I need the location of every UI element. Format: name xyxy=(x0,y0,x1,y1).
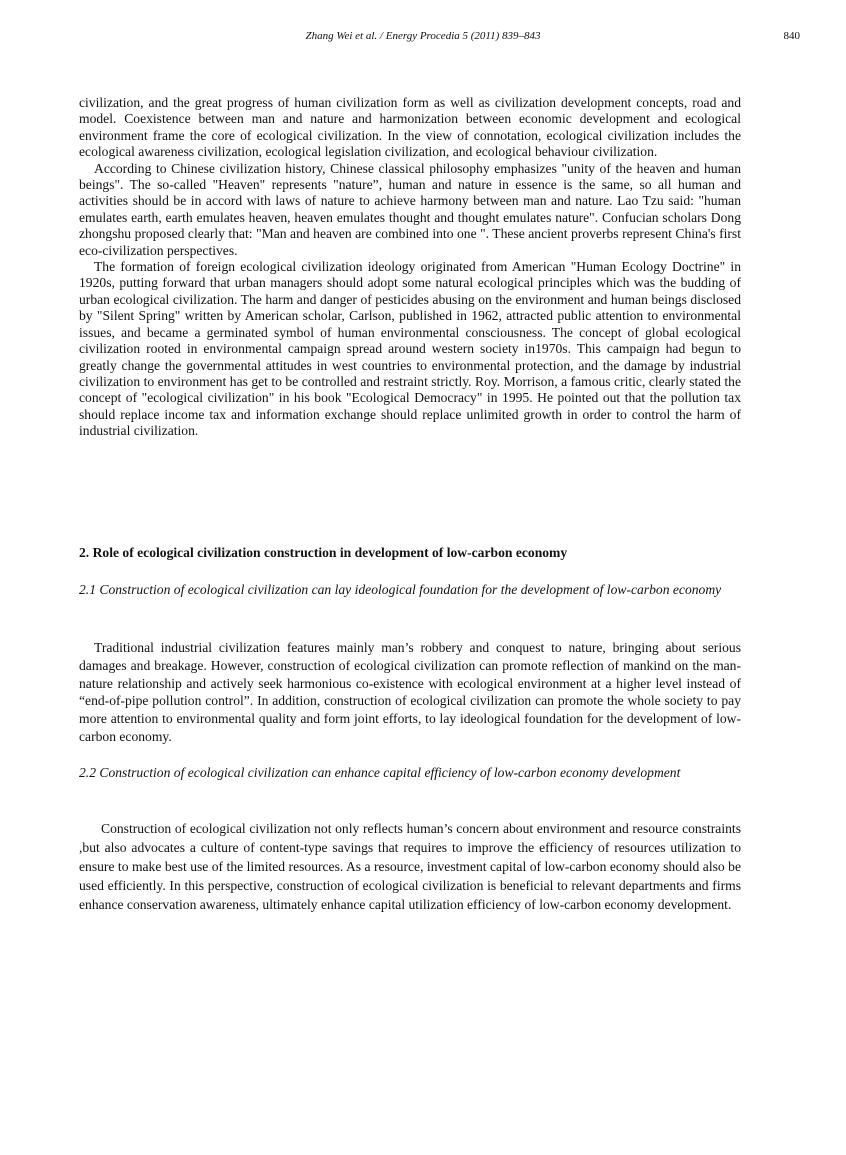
paragraph: civilization, and the great progress of human civilization form as well as civilization development concepts, road and model. Coexistence between man and nature and harmonization between economic development and ecological environment frame the core of ecological civilization. In the view of connotation, ecological civilization includes the ecological awareness civilization, ecological legislation civilization, and ecological behaviour civilization. xyxy=(79,95,741,160)
subsection-heading: 2.2 Construction of ecological civilization can enhance capital efficiency of low-carbon economy development xyxy=(79,765,681,780)
intro-section xyxy=(79,95,741,440)
section-heading: 2. Role of ecological civilization construction in development of low-carbon economy xyxy=(79,545,568,560)
paragraph: Construction of ecological civilization not only reflects human’s concern about environment and resource constraints ,but also advocates a culture of content-type savings that requires to improve the efficiency of resources utilization to ensure to make best use of the limited resources. As a resource, investment capital of low-carbon economy should also be used efficiently. In this perspective, construction of ecological civilization is beneficial to relevant departments and firms enhance conservation awareness, ultimately enhance capital utilization efficiency of low-carbon economy development. xyxy=(79,821,741,912)
subsection-heading: 2.1 Construction of ecological civilization can lay ideological foundation for the development of low-carbon economy xyxy=(79,582,722,597)
paragraph: According to Chinese civilization history, Chinese classical philosophy emphasizes "unity of the heaven and human beings". The so-called "Heaven" represents "nature”, human and nature in essence is the same, so all human and activities should be in accord with laws of nature to achieve harmony between man and nature. Lao Tzu said: "human emulates earth, earth emulates heaven, heaven emulates thought and thought emulates nature". Confucian scholars Dong zhongshu proposed clearly that: "Man and heaven are combined into one ". These ancient proverbs represent China's first eco-civilization perspectives. xyxy=(79,160,741,258)
running-header: Zhang Wei et al. / Energy Procedia 5 (2011) 839–843 xyxy=(305,30,541,42)
paragraph: Traditional industrial civilization features mainly man’s robbery and conquest to nature, bringing about serious damages and breakage. However, construction of ecological civilization can promote reflection of mankind on the man-nature relationship and actively seek harmonious co-existence with ecological environment at a higher level instead of “end-of-pipe pollution control”. In addition, construction of ecological civilization can promote the whole society to pay more attention to environmental quality and form joint efforts, to lay ideological foundation for the development of low-carbon economy. xyxy=(79,640,741,744)
page-number: 840 xyxy=(783,30,800,42)
paragraph: The formation of foreign ecological civilization ideology originated from American "Human Ecology Doctrine" in 1920s, putting forward that urban managers should adopt some natural ecological principles which was the budding of urban ecological civilization. The harm and danger of pesticides abusing on the environment and human beings disclosed by "Silent Spring" written by American scholar, Carlson, published in 1962, attracted public attention to environmental issues, and became a germinated symbol of human environmental consciousness. The concept of global ecological civilization rooted in environmental campaign spread around western society in1970s. This campaign had begun to greatly change the governmental attitudes in west countries to environmental protection, and the damage by industrial civilization to environment has get to be controlled and restraint strictly. Roy. Morrison, a famous critic, clearly stated the concept of "ecological civilization" in his book "Ecological Democracy" in 1995. He pointed out that the pollution tax should replace income tax and information exchange should replace unlimited growth in order to control the harm of industrial civilization. xyxy=(79,259,741,439)
